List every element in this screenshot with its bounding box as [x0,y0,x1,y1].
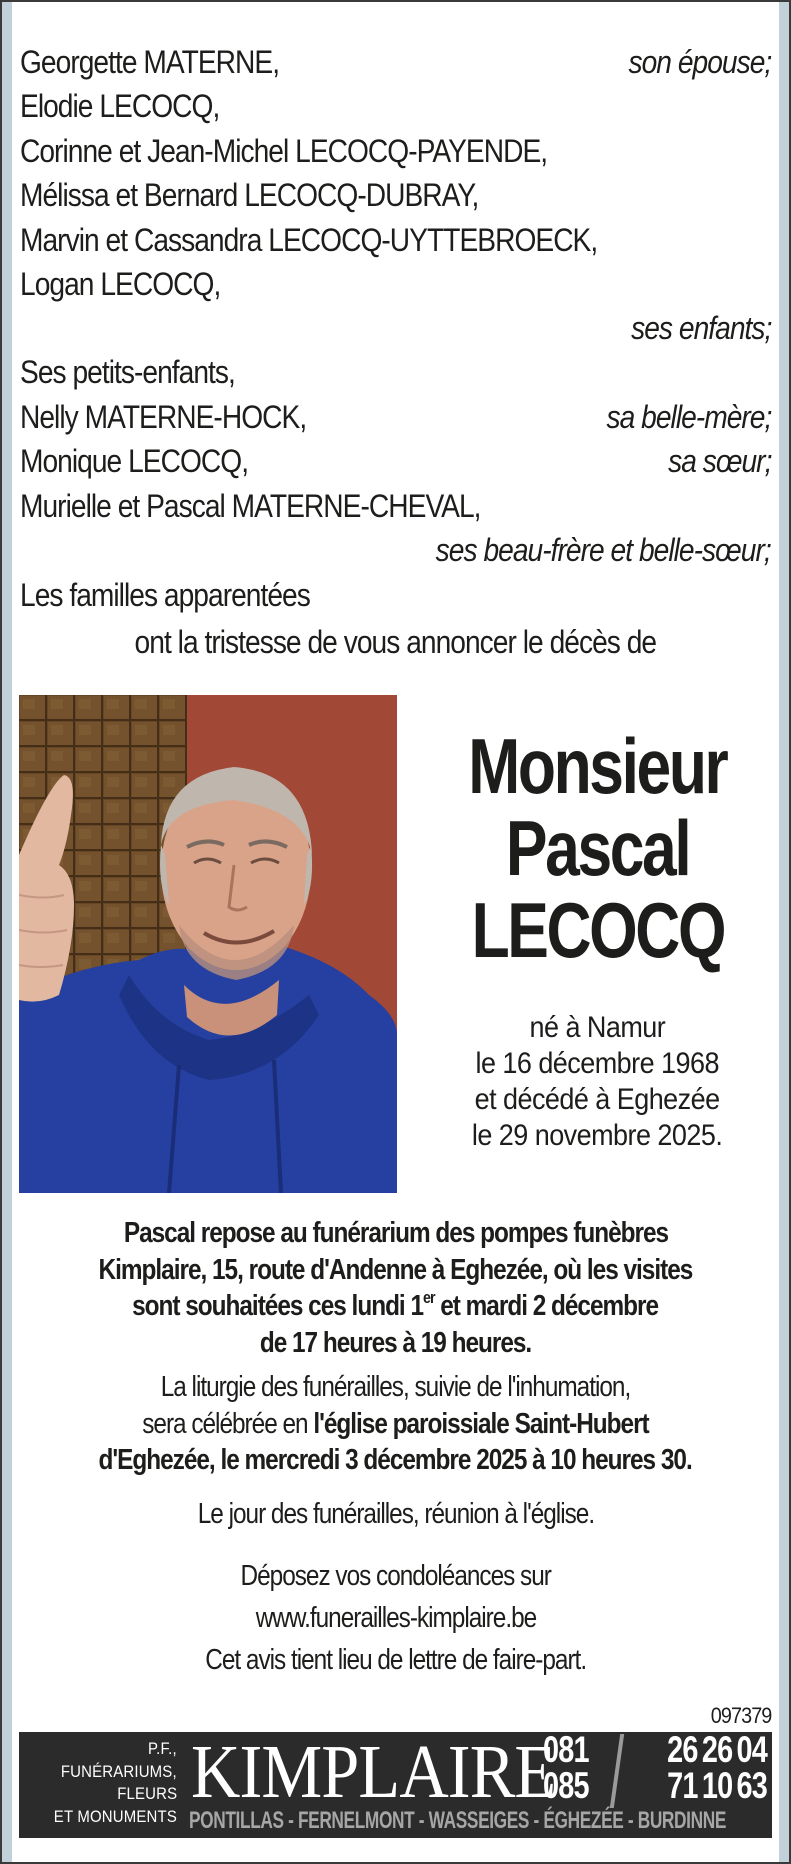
family-line: Elodie LECOCQ, [20,88,220,124]
family-line: Marvin et Cassandra LECOCQ-UYTTEBROECK, [20,222,598,258]
church-name: l'église paroissiale Saint-Hubert [313,1407,649,1440]
relation-label: sa sœur; [667,443,771,479]
relation-label: son épouse; [628,44,771,80]
phone-numbers [543,1732,771,1804]
relation-label: sa belle-mère; [606,399,771,435]
family-line: Monique LECOCQ, sa sœur; [20,443,771,479]
title: Monsieur [468,722,727,810]
relation-label: ses enfants; [630,310,771,346]
services-list: P.F., FUNÉRARIUMS, FLEURS ET MONUMENTS [53,1739,177,1826]
family-line: Ses petits-enfants, [20,354,235,390]
meeting-info: Le jour des funérailles, réunion à l'église. [197,1498,594,1530]
first-name: Pascal [505,804,690,892]
birth-date: le 16 décembre 1968 [475,1047,720,1080]
announcement-line: ont la tristesse de vous annoncer le décès de [134,624,657,660]
family-line [20,308,771,348]
deceased-photo [19,695,397,1193]
funeral-info: La liturgie des funérailles, suivie de l'inhumation, sera célébrée en l'église paroissiale Saint-Hubert d'Eghezée, le mercredi 3 décembre 2025 à 10 heures 30. [98,1371,693,1476]
family-line: Corinne et Jean-Michel LECOCQ-PAYENDE, [20,133,548,169]
family-line: Murielle et Pascal MATERNE-CHEVAL, [20,488,481,524]
family-line: Les familles apparentées [20,577,310,613]
family-line: Mélissa et Bernard LECOCQ-DUBRAY, [20,177,479,213]
death-place: et décédé à Eghezée [475,1083,720,1116]
visitation-info: Pascal repose au funérarium des pompes funèbres Kimplaire, 15, route d'Andenne à Eghezée, où les visites sont souhaitées ces lundi 1er et mardi 2 décembre de 17 heures à 19 heures. [98,1217,693,1359]
left-border-strip [2,2,12,1862]
condolences-info: Déposez vos condoléances sur www.funerailles-kimplaire.be Cet avis tient lieu de lettre de faire-part. [205,1560,586,1676]
phone-2[interactable]: 085 71 10 63 [543,1765,767,1806]
funeral-home-banner [19,1732,772,1838]
phone-1[interactable]: 081 26 26 04 [543,1732,767,1770]
family-line [20,530,771,570]
family-line: Georgette MATERNE, son épouse; [20,44,771,80]
family-line: Logan LECOCQ, [20,266,221,302]
reference-number: 097379 [710,1703,771,1728]
brand-logo: KIMPLAIRE [191,1732,556,1814]
family-line: Nelly MATERNE-HOCK, sa belle-mère; [20,399,771,435]
relation-label: ses beau-frère et belle-sœur; [435,532,771,568]
birth-death-dates [410,1010,785,1154]
website-link[interactable]: www.funerailles-kimplaire.be [255,1602,536,1634]
towns-list: PONTILLAS - FERNELMONT - WASSEIGES - ÉGHEZÉE - BURDINNE [189,1807,727,1834]
last-name: LECOCQ [471,886,724,974]
death-date: le 29 novembre 2025. [472,1119,723,1152]
deceased-name [410,722,785,974]
birth-place: né à Namur [529,1011,666,1044]
